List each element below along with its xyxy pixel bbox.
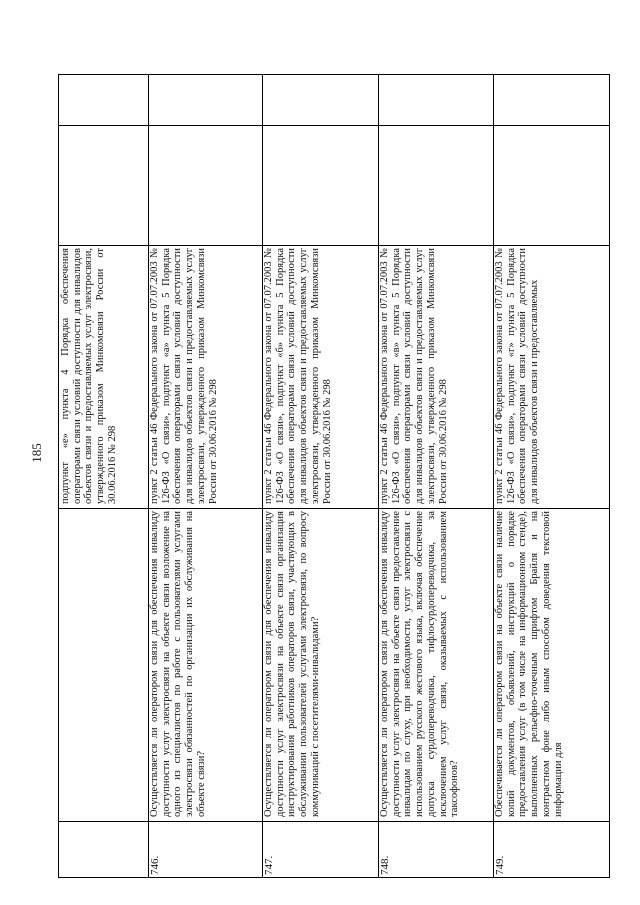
requirements-table bbox=[58, 74, 610, 878]
row-reference: пункт 2 статьи 46 Федерального закона от 07.07.2003 № 126-ФЗ «О связи», подпункт «а» пункта 5 Порядка обеспечения операторами связи условий доступности для инвалидов объектов связи и предоставляемых услуг электросвязи, утвержденного приказом Минкомсвязи России от 30.06.2016 № 298 bbox=[149, 248, 219, 504]
row-number: 749. bbox=[494, 855, 506, 875]
row-number: 748. bbox=[379, 855, 391, 875]
page-number: 185 bbox=[29, 443, 44, 463]
row-reference: пункт 2 статьи 46 Федерального закона от 07.07.2003 № 126-ФЗ «О связи», подпункт «г» пункта 5 Порядка обеспечения операторами связи условий доступности для инвалидов объектов связи и предоставляемых bbox=[494, 248, 541, 504]
prev-row-reference: подпункт «е» пункта 4 Порядка обеспечения операторами связи условий доступности для инвалидов объектов связи и предоставляемых услуг электросвязи, утвержденного приказом Минкомсвязи России от 30.06.2016 № 298 bbox=[60, 248, 118, 504]
row-question: Осуществляется ли оператором связи для обеспечения инвалиду доступности услуг электросвязи на объекте связи предоставление инвалидам по слуху, при необходимости, услуг электросвязи с использованием русского жестового языка, включая обеспечение допуска сурдопереводчика, тифлосурдопереводчика, за исключением услуг связи, оказываемых с использованием таксофонов? bbox=[379, 511, 461, 817]
row-reference: пункт 2 статьи 46 Федерального закона от 07.07.2003 № 126-ФЗ «О связи», подпункт «б» пункта 5 Порядка обеспечения операторами связи условий доступности для инвалидов объектов связи и предоставляемых услуг электросвязи, утвержденного приказом Минкомсвязи России от 30.06.2016 № 298 bbox=[263, 248, 333, 504]
row-reference: пункт 2 статьи 46 Федерального закона от 07.07.2003 № 126-ФЗ «О связи», подпункт «в» пункта 5 Порядка обеспечения операторами связи условий доступности для инвалидов объектов связи и предоставляемых услуг электросвязи, утвержденного приказом Минкомсвязи России от 30.06.2016 № 298 bbox=[379, 248, 449, 504]
row-question: Осуществляется ли оператором связи для обеспечения инвалиду доступности услуг электросвязи на объекте связи организация инструктирования работников операторов связи, участвующих в обслуживании пользователей услугами электросвязи, по вопросу коммуникаций с посетителями-инвалидами? bbox=[263, 511, 321, 817]
row-question: Обеспечивается ли оператором связи на объекте связи наличие копий документов, объявлений, инструкций о порядке предоставления услуг (в том числе на информационном стенде), выполненных рельефно-точечным шрифтом Брайля и на контрастном фоне либо иным способом доведения текстовой информации для bbox=[494, 511, 564, 817]
row-number: 746. bbox=[149, 855, 161, 875]
row-number: 747. bbox=[263, 855, 275, 875]
row-question: Осуществляется ли оператором связи для обеспечения инвалиду доступности услуг электросвязи на объекте связи возложение на одного из специалистов по работе с пользователями услугами электросвязи обязанностей по организации их обслуживания на объекте связи? bbox=[149, 511, 207, 817]
